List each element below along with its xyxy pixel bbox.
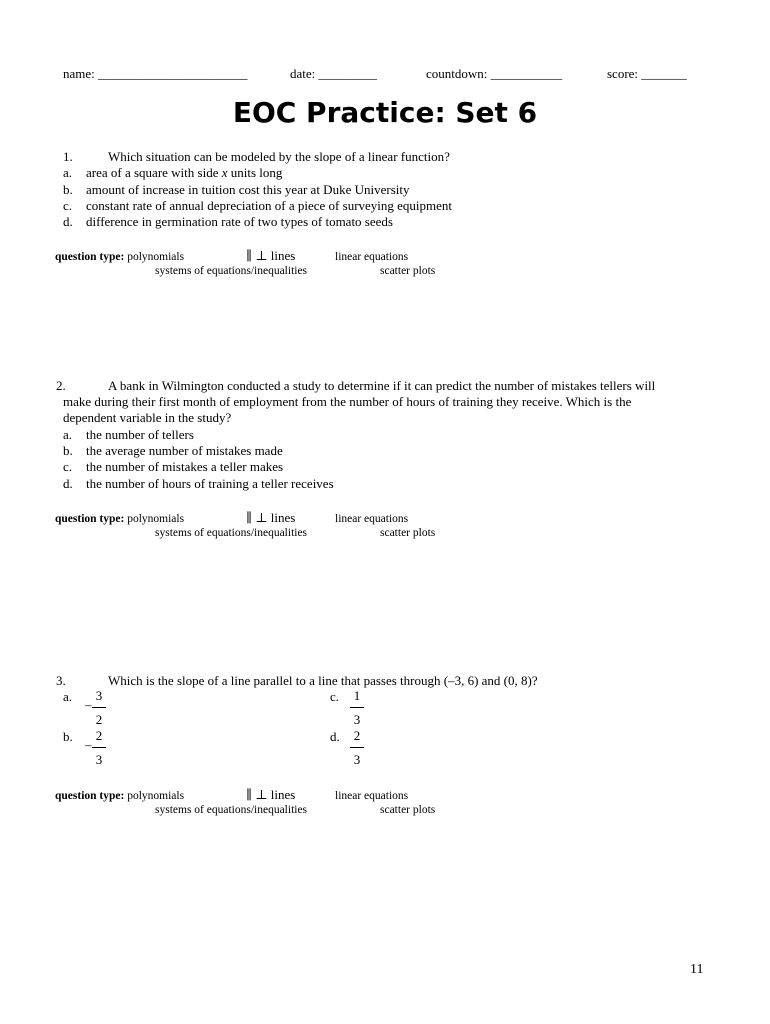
name-field: name: _______________________	[63, 66, 248, 81]
choice-letter: c.	[63, 459, 73, 474]
qtype-linear-equations: linear equations	[335, 513, 409, 525]
numerator: 2	[95, 728, 103, 743]
score-field: score: _______	[607, 66, 687, 81]
qtype-scatter-plots: scatter plots	[380, 527, 436, 539]
numerator: 1	[353, 688, 361, 703]
choice-b: the average number of mistakes made	[86, 443, 283, 458]
qtype-lines: ∥ ⊥ lines	[246, 248, 296, 263]
choice-a-fraction	[92, 689, 106, 727]
choice-d: difference in germination rate of two types of tomato seeds	[86, 214, 393, 229]
numerator: 3	[95, 688, 103, 703]
choice-letter: b.	[63, 443, 73, 458]
countdown-field: countdown: ___________	[426, 66, 563, 81]
qtype-systems: systems of equations/inequalities	[155, 804, 308, 816]
denominator: 2	[95, 712, 103, 727]
minus-sign: –	[85, 737, 92, 752]
question-number: 1.	[63, 149, 73, 164]
fraction-bar	[350, 707, 364, 708]
question-type-label: question type:	[55, 790, 125, 802]
numerator: 2	[353, 728, 361, 743]
qtype-polynomials: polynomials	[127, 513, 185, 525]
qtype-lines: ∥ ⊥ lines	[246, 510, 296, 525]
fraction-bar	[350, 747, 364, 748]
question-text-line-2: make during their first month of employment from the number of hours of training they receive. Which is the	[63, 394, 632, 409]
page-title: EOC Practice: Set 6	[232, 96, 538, 129]
qtype-scatter-plots: scatter plots	[380, 265, 436, 277]
choice-c: constant rate of annual depreciation of a piece of surveying equipment	[86, 198, 453, 213]
qtype-polynomials: polynomials	[127, 251, 185, 263]
choice-letter: a.	[63, 165, 73, 180]
choice-letter: a.	[63, 427, 73, 442]
choice-a: area of a square with side x units long	[86, 165, 283, 180]
choice-letter: b.	[63, 182, 73, 197]
minus-sign: –	[85, 697, 92, 712]
qtype-linear-equations: linear equations	[335, 790, 409, 802]
qtype-lines: ∥ ⊥ lines	[246, 787, 296, 802]
fraction-bar	[92, 707, 106, 708]
choice-letter: d.	[63, 214, 73, 229]
choice-letter: a.	[63, 689, 73, 704]
choice-letter: c.	[330, 689, 340, 704]
fraction-bar	[92, 747, 106, 748]
question-type-label: question type:	[55, 251, 125, 263]
variable-x: x	[221, 165, 228, 180]
choice-d-fraction	[350, 729, 364, 767]
choice-a: the number of tellers	[86, 427, 194, 442]
question-text-line-1: A bank in Wilmington conducted a study to determine if it can predict the number of mistakes tellers will	[108, 378, 656, 393]
choice-letter: c.	[63, 198, 73, 213]
question-number: 2.	[56, 378, 66, 393]
choice-letter: d.	[63, 476, 73, 491]
page-number: 11	[690, 962, 704, 977]
question-text-line-3: dependent variable in the study?	[63, 410, 232, 425]
choice-letter: b.	[63, 729, 73, 744]
question-text: Which situation can be modeled by the slope of a linear function?	[108, 149, 450, 164]
choice-b: amount of increase in tuition cost this year at Duke University	[86, 182, 410, 197]
question-type-label: question type:	[55, 513, 125, 525]
qtype-scatter-plots: scatter plots	[380, 804, 436, 816]
question-text: Which is the slope of a line parallel to a line that passes through (–3, 6) and (0, 8)?	[108, 673, 538, 688]
choice-c-fraction	[350, 689, 364, 727]
denominator: 3	[353, 712, 361, 727]
qtype-polynomials: polynomials	[127, 790, 185, 802]
denominator: 3	[95, 752, 103, 767]
question-number: 3.	[56, 673, 66, 688]
date-field: date: _________	[290, 66, 378, 81]
denominator: 3	[353, 752, 361, 767]
choice-c: the number of mistakes a teller makes	[86, 459, 284, 474]
qtype-linear-equations: linear equations	[335, 251, 409, 263]
qtype-systems: systems of equations/inequalities	[155, 527, 308, 539]
qtype-systems: systems of equations/inequalities	[155, 265, 308, 277]
choice-letter: d.	[330, 729, 340, 744]
choice-b-fraction	[92, 729, 106, 767]
choice-d: the number of hours of training a teller receives	[86, 476, 334, 491]
